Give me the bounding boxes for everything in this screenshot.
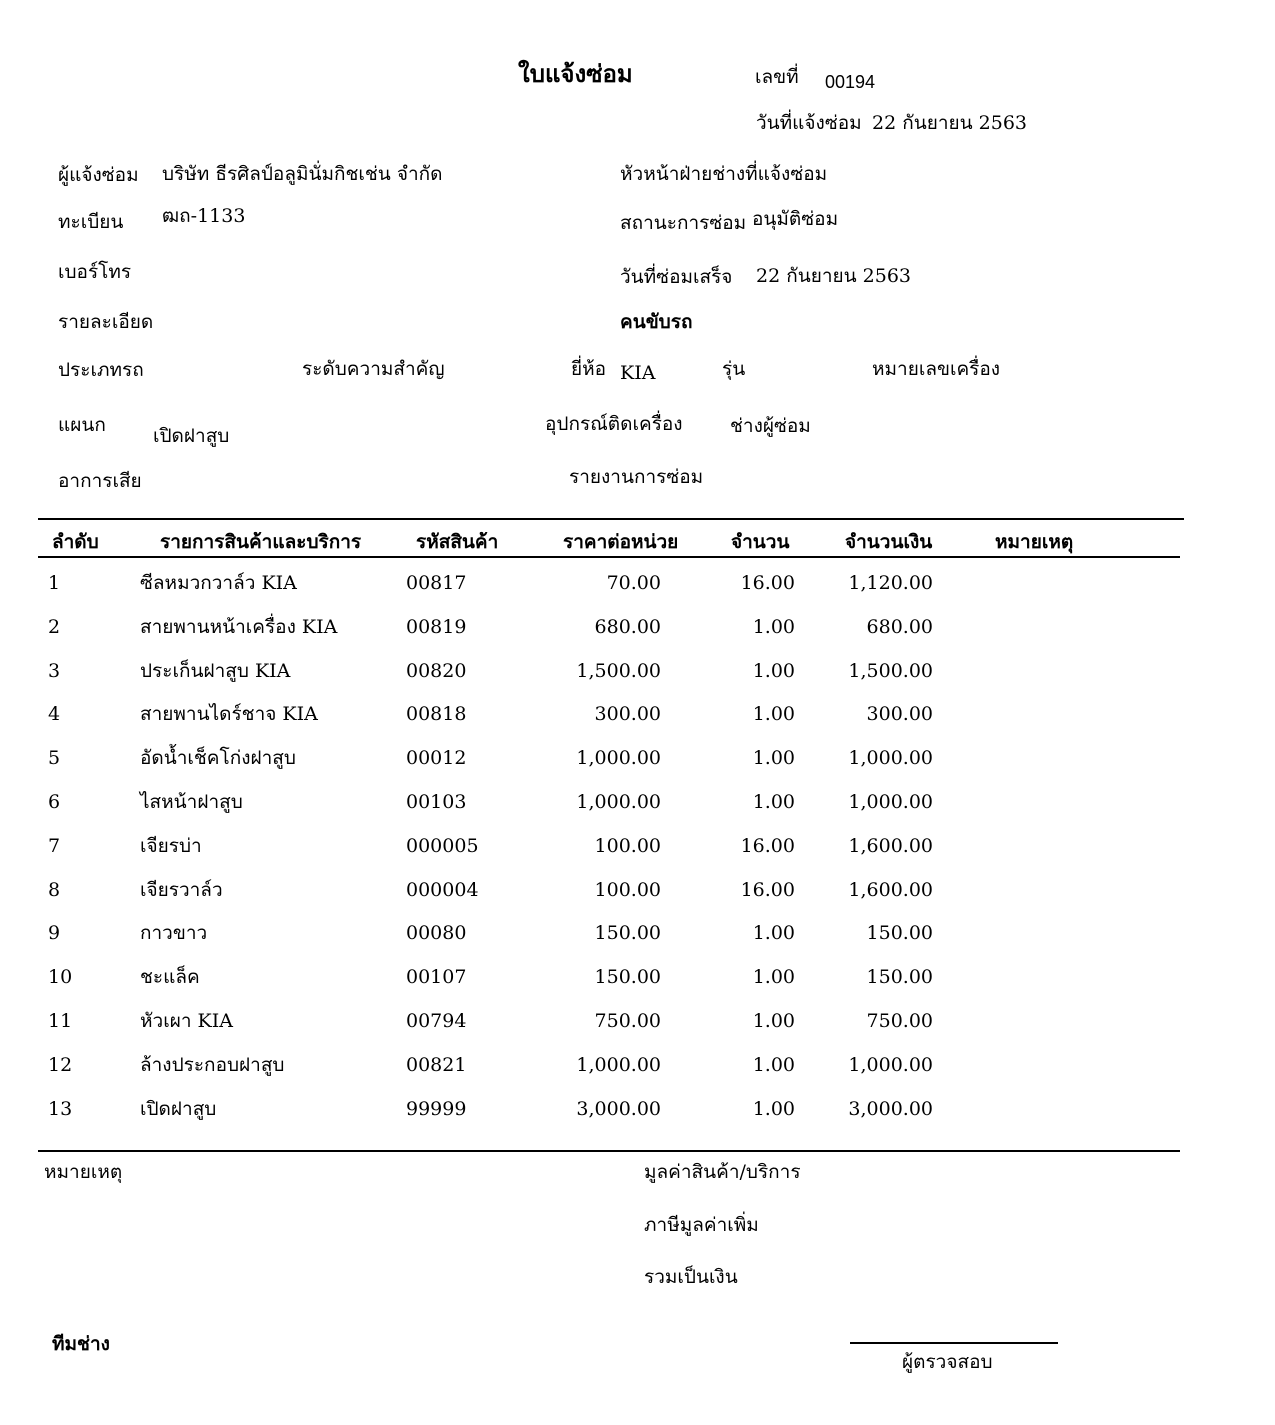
car-type-label: ประเภทรถ [58, 359, 144, 381]
goods-value-label: มูลค่าสินค้า/บริการ [644, 1161, 801, 1183]
row-item: อัดน้ำเช็คโก่งฝาสูบ [140, 747, 296, 769]
row-unit-price: 100.00 [594, 879, 661, 901]
row-unit-price: 750.00 [594, 1010, 661, 1032]
doc-no-label: เลขที่ [755, 66, 799, 88]
row-item: เจียรบ่า [140, 835, 202, 857]
row-amount: 750.00 [866, 1010, 933, 1032]
row-no: 7 [48, 835, 61, 857]
done-date-value: 22 กันยายน 2563 [756, 265, 912, 287]
row-code: 99999 [406, 1098, 467, 1120]
row-qty: 16.00 [740, 572, 795, 594]
dept-label: แผนก [58, 414, 106, 436]
row-no: 3 [48, 660, 61, 682]
row-no: 6 [48, 791, 61, 813]
engine-no-label: หมายเลขเครื่อง [872, 358, 1001, 380]
col-header-amount: จำนวนเงิน [845, 531, 933, 553]
table-row [0, 1012, 1275, 1042]
row-item: ประเก็นฝาสูบ KIA [140, 660, 291, 682]
row-qty: 1.00 [752, 616, 795, 638]
row-amount: 1,000.00 [848, 1054, 933, 1076]
row-qty: 16.00 [740, 835, 795, 857]
table-row [0, 1100, 1275, 1130]
row-item: ไสหน้าฝาสูบ [140, 791, 243, 813]
remark-label: หมายเหตุ [44, 1161, 123, 1183]
row-item: ล้างประกอบฝาสูบ [140, 1054, 285, 1076]
model-label: รุ่น [722, 358, 746, 380]
row-amount: 3,000.00 [848, 1098, 933, 1120]
row-amount: 1,600.00 [848, 835, 933, 857]
symptom-label: อาการเสีย [58, 470, 142, 492]
col-header-no: ลำดับ [52, 531, 99, 553]
row-amount: 300.00 [866, 703, 933, 725]
plate-label: ทะเบียน [58, 211, 124, 233]
row-code: 00012 [406, 747, 467, 769]
row-no: 2 [48, 616, 61, 638]
row-code: 00817 [406, 572, 467, 594]
row-amount: 150.00 [866, 922, 933, 944]
done-date-label: วันที่ซ่อมเสร็จ [620, 266, 733, 288]
row-code: 00820 [406, 660, 467, 682]
row-unit-price: 150.00 [594, 966, 661, 988]
table-header-rule [38, 556, 1180, 558]
row-code: 00819 [406, 616, 467, 638]
row-item: กาวขาว [140, 922, 208, 944]
table-top-rule [38, 518, 1184, 520]
technician-label: ช่างผู้ซ่อม [730, 415, 811, 437]
table-row [0, 574, 1275, 604]
row-no: 1 [48, 572, 61, 594]
report-label: รายงานการซ่อม [569, 466, 704, 488]
row-item: เปิดฝาสูบ [140, 1098, 217, 1120]
reporter-label: ผู้แจ้งซ่อม [58, 164, 139, 186]
row-no: 9 [48, 922, 61, 944]
row-item: สายพานไดร์ชาจ KIA [140, 703, 318, 725]
row-qty: 1.00 [752, 1010, 795, 1032]
row-qty: 1.00 [752, 747, 795, 769]
table-row [0, 793, 1275, 823]
vat-label: ภาษีมูลค่าเพิ่ม [644, 1214, 759, 1236]
row-code: 00818 [406, 703, 467, 725]
row-unit-price: 70.00 [606, 572, 661, 594]
row-no: 4 [48, 703, 61, 725]
detail-label: รายละเอียด [58, 311, 154, 333]
signature-line [850, 1342, 1058, 1344]
row-item: หัวเผา KIA [140, 1010, 233, 1032]
row-no: 8 [48, 879, 61, 901]
table-row [0, 1056, 1275, 1086]
row-unit-price: 1,000.00 [576, 1054, 661, 1076]
row-amount: 1,120.00 [848, 572, 933, 594]
row-code: 00821 [406, 1054, 467, 1076]
row-unit-price: 1,500.00 [576, 660, 661, 682]
row-qty: 1.00 [752, 791, 795, 813]
col-header-remark: หมายเหตุ [995, 531, 1074, 553]
col-header-code: รหัสสินค้า [416, 531, 499, 553]
status-value: อนุมัติซ่อม [752, 208, 839, 230]
page-title: ใบแจ้งซ่อม [518, 59, 633, 88]
row-qty: 1.00 [752, 703, 795, 725]
row-unit-price: 150.00 [594, 922, 661, 944]
row-item: สายพานหน้าเครื่อง KIA [140, 616, 338, 638]
row-unit-price: 3,000.00 [576, 1098, 661, 1120]
row-no: 11 [48, 1010, 73, 1032]
row-qty: 1.00 [752, 922, 795, 944]
team-label: ทีมช่าง [52, 1333, 110, 1355]
row-item: ชะแล็ค [140, 966, 200, 988]
plate-value: ฒถ-1133 [162, 205, 246, 227]
notify-date-value: 22 กันยายน 2563 [872, 112, 1028, 134]
row-no: 12 [48, 1054, 73, 1076]
row-qty: 16.00 [740, 879, 795, 901]
row-qty: 1.00 [752, 660, 795, 682]
row-no: 5 [48, 747, 61, 769]
row-qty: 1.00 [752, 1098, 795, 1120]
row-code: 000005 [406, 835, 479, 857]
row-amount: 680.00 [866, 616, 933, 638]
row-amount: 1,600.00 [848, 879, 933, 901]
reporter-value: บริษัท ธีรศิลป์อลูมินั่มกิชเช่น จำกัด [162, 163, 443, 185]
row-unit-price: 300.00 [594, 703, 661, 725]
chief-label: หัวหน้าฝ่ายช่างที่แจ้งซ่อม [620, 163, 828, 185]
notify-date-label: วันที่แจ้งซ่อม [756, 112, 862, 134]
row-qty: 1.00 [752, 966, 795, 988]
col-header-qty: จำนวน [731, 531, 790, 553]
table-bottom-rule [38, 1150, 1180, 1152]
priority-label: ระดับความสำคัญ [302, 358, 445, 380]
row-unit-price: 100.00 [594, 835, 661, 857]
inspector-label: ผู้ตรวจสอบ [902, 1351, 993, 1373]
table-row [0, 968, 1275, 998]
row-unit-price: 680.00 [594, 616, 661, 638]
col-header-unit-price: ราคาต่อหน่วย [563, 531, 679, 553]
doc-no-value: 00194 [825, 72, 876, 92]
status-label: สถานะการซ่อม [620, 212, 747, 234]
row-unit-price: 1,000.00 [576, 747, 661, 769]
table-row [0, 749, 1275, 779]
row-code: 00107 [406, 966, 467, 988]
row-code: 00080 [406, 922, 467, 944]
row-qty: 1.00 [752, 1054, 795, 1076]
col-header-item: รายการสินค้าและบริการ [160, 531, 362, 553]
row-code: 00103 [406, 791, 467, 813]
row-code: 00794 [406, 1010, 467, 1032]
table-row [0, 662, 1275, 692]
brand-value: KIA [620, 362, 656, 384]
row-amount: 1,000.00 [848, 747, 933, 769]
brand-label: ยี่ห้อ [571, 358, 607, 380]
row-unit-price: 1,000.00 [576, 791, 661, 813]
table-row [0, 837, 1275, 867]
row-no: 10 [48, 966, 73, 988]
row-amount: 1,000.00 [848, 791, 933, 813]
table-row [0, 881, 1275, 911]
total-label: รวมเป็นเงิน [644, 1266, 738, 1288]
dept-value: เปิดฝาสูบ [153, 425, 230, 447]
row-amount: 1,500.00 [848, 660, 933, 682]
row-item: เจียรวาล์ว [140, 879, 223, 901]
table-row [0, 924, 1275, 954]
row-item: ซีลหมวกวาล์ว KIA [140, 572, 297, 594]
row-code: 000004 [406, 879, 479, 901]
table-row [0, 705, 1275, 735]
phone-label: เบอร์โทร [58, 261, 132, 283]
row-amount: 150.00 [866, 966, 933, 988]
driver-label: คนขับรถ [620, 311, 693, 333]
row-no: 13 [48, 1098, 73, 1120]
table-row [0, 618, 1275, 648]
equipment-label: อุปกรณ์ติดเครื่อง [545, 413, 683, 435]
